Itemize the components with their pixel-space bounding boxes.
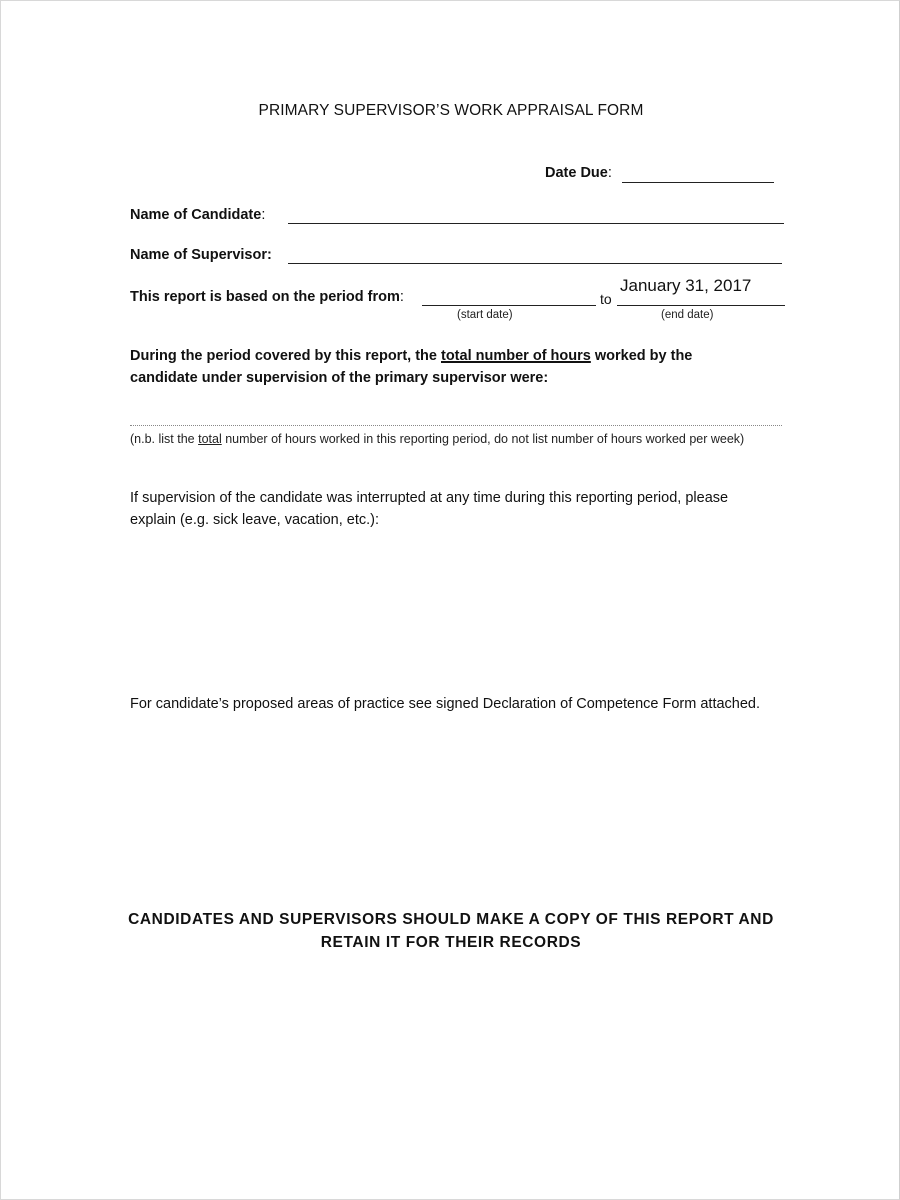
- candidate-label: Name of Candidate:: [130, 207, 266, 223]
- supervisor-label: Name of Supervisor:: [130, 247, 272, 263]
- interruption-question: If supervision of the candidate was interrupted at any time during this reporting period, please explain (e.g. sick leave, vacation, etc.):: [130, 490, 729, 528]
- date-due-field[interactable]: [622, 182, 774, 183]
- end-date-caption: (end date): [661, 309, 714, 321]
- start-date-field[interactable]: [422, 305, 596, 306]
- period-label: This report is based on the period from:: [130, 289, 404, 305]
- end-date-field[interactable]: [617, 305, 785, 306]
- to-label: to: [600, 291, 612, 307]
- hours-note: (n.b. list the total number of hours worked in this reporting period, do not list number of hours worked per week): [130, 432, 745, 446]
- date-due-label: Date Due:: [545, 165, 612, 181]
- practice-areas-note: For candidate’s proposed areas of practice see signed Declaration of Competence Form attached.: [130, 696, 761, 712]
- form-title: PRIMARY SUPERVISOR’S WORK APPRAISAL FORM: [258, 102, 644, 119]
- candidate-name-field[interactable]: [288, 223, 784, 224]
- start-date-caption: (start date): [457, 309, 513, 321]
- supervisor-name-field[interactable]: [288, 263, 782, 264]
- end-date-value: January 31, 2017: [620, 276, 752, 295]
- hours-question: During the period covered by this report, the total number of hours worked by the candidate under supervision of the primary supervisor were:: [130, 348, 693, 386]
- hours-answer-field[interactable]: [130, 425, 782, 426]
- footer-notice: CANDIDATES AND SUPERVISORS SHOULD MAKE A COPY OF THIS REPORT AND RETAIN IT FOR THEIR RECORDS: [128, 911, 774, 951]
